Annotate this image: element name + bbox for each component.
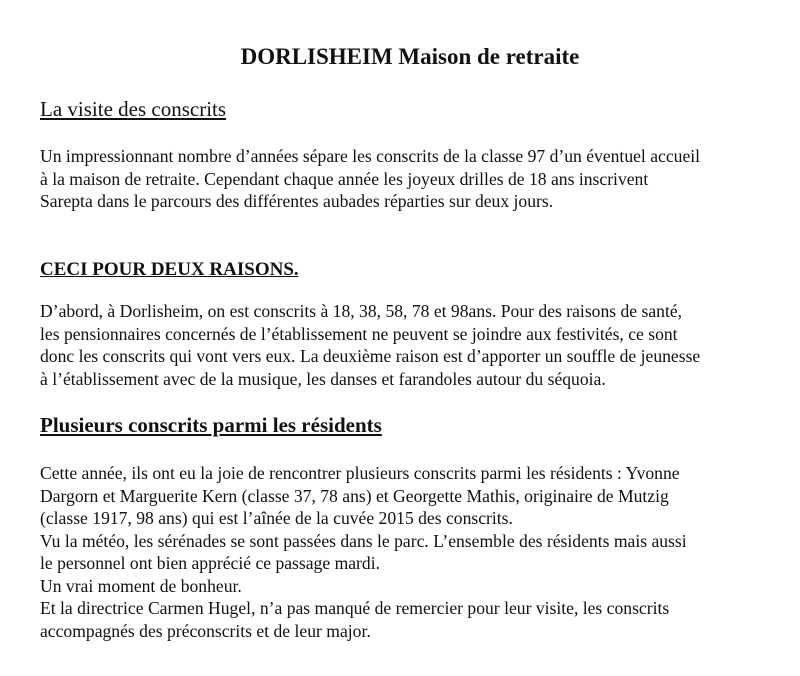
text-line: (classe 1917, 98 ans) qui est l’aînée de la cuvée 2015 des conscrits. <box>40 508 513 528</box>
text-line: à la maison de retraite. Cependant chaque année les joyeux drilles de 18 ans inscrivent <box>40 168 649 189</box>
section-heading-raisons: CECI POUR DEUX RAISONS. <box>40 259 299 280</box>
text-line: les pensionnaires concernés de l’établissement ne peuvent se joindre aux festivités, ce sont <box>40 323 678 344</box>
section-heading-visite: La visite des conscrits <box>40 97 227 121</box>
text-line: Sarepta dans le parcours des différentes aubades réparties sur deux jours. <box>40 191 554 211</box>
text-line: accompagnés des préconscrits et de leur major. <box>40 620 371 641</box>
paragraph-residents <box>40 462 800 642</box>
text-line: D’abord, à Dorlisheim, on est conscrits à 18, 38, 58, 78 et 98ans. Pour des raisons de santé, <box>40 301 683 321</box>
text-line: à l’établissement avec de la musique, les danses et farandoles autour du séquoia. <box>40 368 606 389</box>
paragraph-raisons <box>40 300 800 390</box>
paragraph-intro <box>40 145 800 213</box>
text-line: Un vrai moment de bonheur. <box>40 575 242 596</box>
text-line: donc les conscrits qui vont vers eux. La deuxième raison est d’apporter un souffle de jeunesse <box>40 346 701 366</box>
page-title: DORLISHEIM Maison de retraite <box>240 44 580 69</box>
text-line: Et la directrice Carmen Hugel, n’a pas manqué de remercier pour leur visite, les conscrits <box>40 598 670 618</box>
text-line: le personnel ont bien apprécié ce passage mardi. <box>40 553 381 573</box>
text-line: Dargorn et Marguerite Kern (classe 37, 78 ans) et Georgette Mathis, originaire de Mutzig <box>40 485 669 506</box>
text-line: Cette année, ils ont eu la joie de rencontrer plusieurs conscrits parmi les résidents : Yvonne <box>40 463 680 483</box>
text-line: Un impressionnant nombre d’années sépare les conscrits de la classe 97 d’un éventuel accueil <box>40 146 701 166</box>
section-heading-residents: Plusieurs conscrits parmi les résidents <box>40 413 382 437</box>
text-line: Vu la météo, les sérénades se sont passées dans le parc. L’ensemble des résidents mais aussi <box>40 530 687 551</box>
